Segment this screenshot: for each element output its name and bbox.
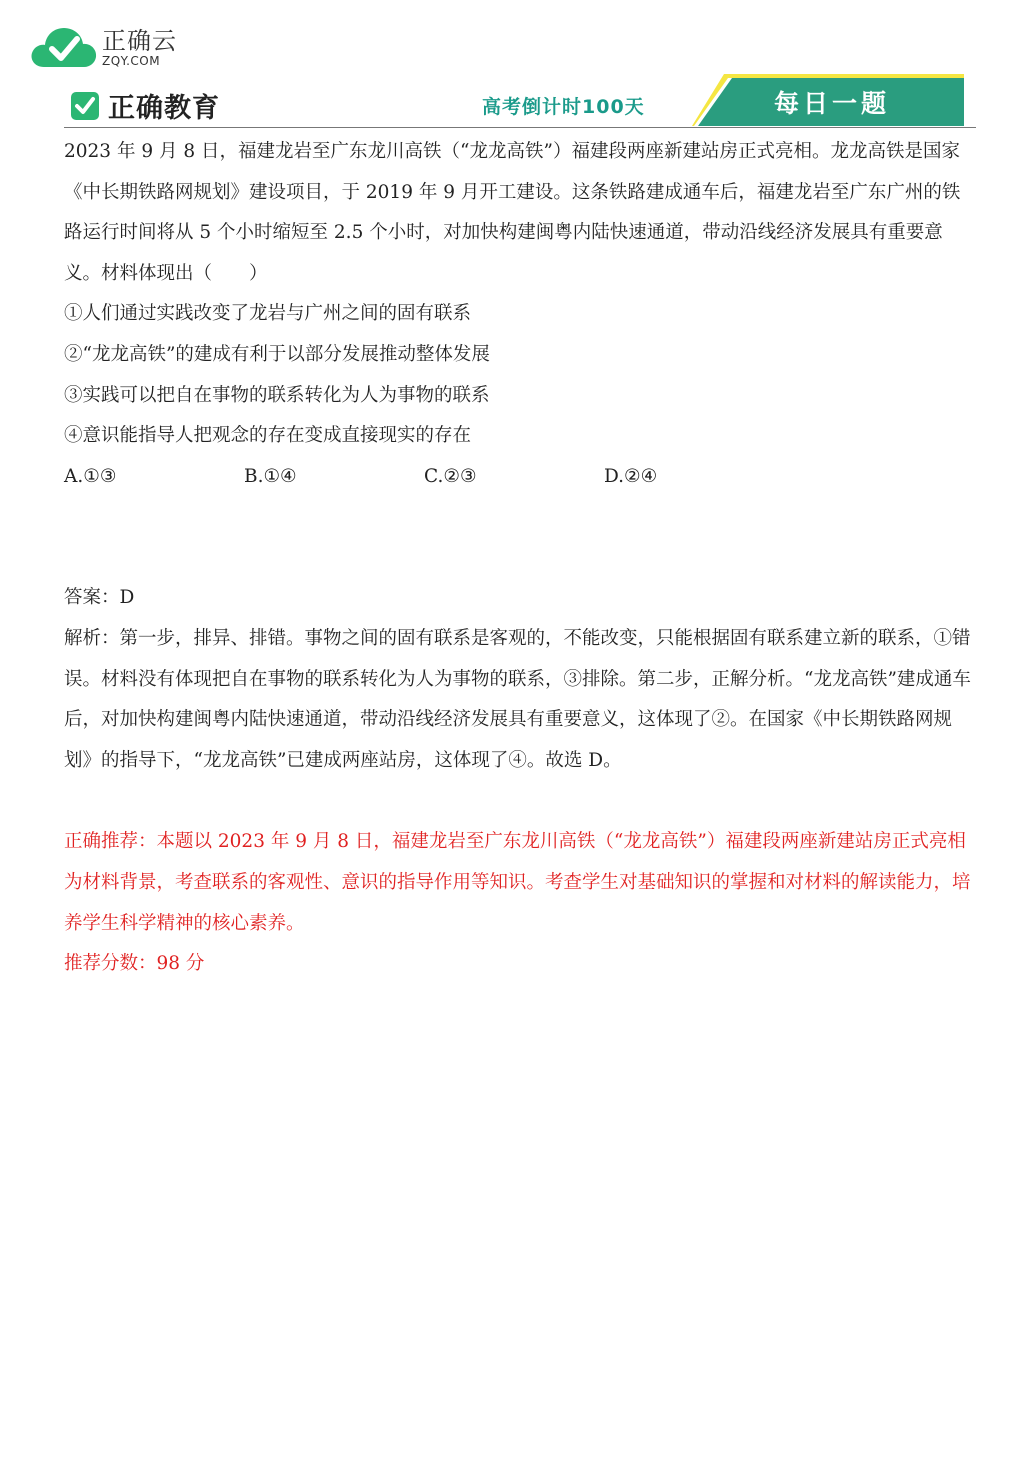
- statement-item: ③实践可以把自在事物的联系转化为人为事物的联系: [64, 384, 490, 406]
- recommendation-score: 推荐分数：98 分: [64, 953, 205, 975]
- question-stem: 2023 年 9 月 8 日，福建龙岩至广东龙川高铁（“龙龙高铁”）福建段两座新建站房正式亮相。龙龙高铁是国家《中长期铁路网规划》建设项目，于 2019 年 9 月开工建设。这条铁路建成通车后，福建龙岩至广东广州的铁路运行时间将从 5 个小时缩短至 2.5 个小时，对加快构建闽粤内陆快速通道，带动沿线经济发展具有重要意义。材料体现出（ ）: [64, 141, 961, 284]
- countdown-label: 高考倒计时100天: [482, 96, 645, 118]
- checkbox-icon: [70, 91, 100, 121]
- brand: [70, 86, 220, 125]
- cloud-check-icon: [30, 23, 98, 73]
- logo-name: 正确云: [102, 27, 177, 55]
- analysis-text: 解析：第一步，排异、排错。事物之间的固有联系是客观的，不能改变，只能根据固有联系建立新的联系，①错误。材料没有体现把自在事物的联系转化为人为事物的联系，③排除。第二步，正解分析。“龙龙高铁”建成通车后，对加快构建闽粤内陆快速通道，带动沿线经济发展具有重要意义，这体现了②。在国家《中长期铁路网规划》的指导下，“龙龙高铁”已建成两座站房，这体现了④。故选 D。: [64, 627, 971, 771]
- question-content: [64, 132, 976, 985]
- brand-name: 正确教育: [108, 93, 220, 124]
- header-banner: [64, 74, 976, 130]
- zqy-logo: [30, 22, 177, 74]
- option-a: A.①③: [64, 465, 117, 487]
- daily-question-label: 每日一题: [774, 89, 891, 118]
- statement-item: ④意识能指导人把观念的存在变成直接现实的存在: [64, 425, 472, 447]
- recommendation-text: 正确推荐：本题以 2023 年 9 月 8 日，福建龙岩至广东龙川高铁（“龙龙高铁”）福建段两座新建站房正式亮相为材料背景，考查联系的客观性、意识的指导作用等知识。考查学生对基础知识的掌握和对材料的解读能力，培养学生科学精神的核心素养。: [64, 831, 971, 934]
- answer-line: 答案：D: [64, 587, 135, 609]
- statement-item: ②“龙龙高铁”的建成有利于以部分发展推动整体发展: [64, 343, 490, 365]
- answer-options: [64, 457, 976, 498]
- statement-item: ①人们通过实践改变了龙岩与广州之间的固有联系: [64, 303, 472, 325]
- option-b: B.①④: [244, 465, 297, 487]
- header-divider: [64, 127, 976, 128]
- option-c: C.②③: [424, 465, 477, 487]
- logo-domain: ZQY.COM: [102, 54, 161, 68]
- option-d: D.②④: [604, 465, 658, 487]
